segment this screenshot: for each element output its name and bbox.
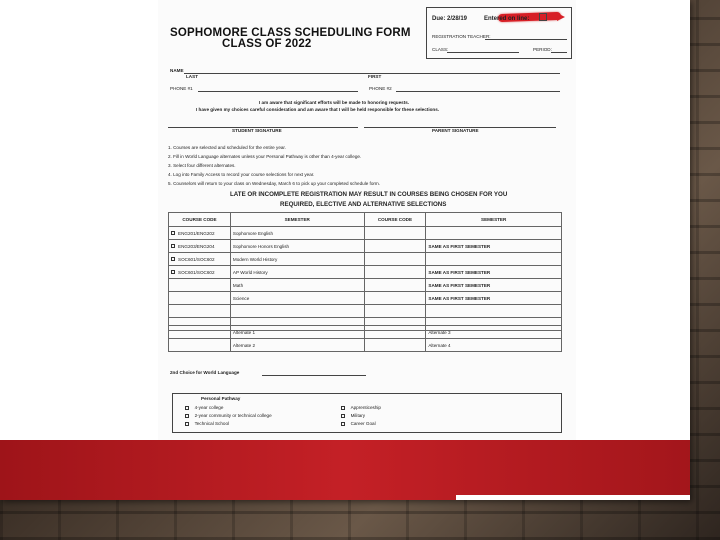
course-code-header-2: COURSE CODE bbox=[364, 213, 426, 227]
world-language-label: 2nd Choice for World Language bbox=[170, 370, 240, 375]
course-code-cell[interactable]: SOC601/SOC602 bbox=[169, 253, 231, 266]
phone2-line[interactable] bbox=[396, 91, 560, 92]
registration-teacher-line[interactable] bbox=[485, 39, 567, 40]
table-row bbox=[169, 266, 562, 279]
alternate-4-label: Alternate 4 bbox=[426, 339, 562, 352]
checkbox-icon[interactable] bbox=[341, 406, 345, 410]
instruction-5: 5. Counselors will return to your class on Wednesday, March 6 to pick up your completed schedule form. bbox=[168, 181, 381, 186]
due-date: Due: 2/28/19 bbox=[432, 16, 468, 22]
first-name-label: FIRST bbox=[368, 74, 382, 79]
form-title: SOPHOMORE CLASS SCHEDULING FORM bbox=[170, 27, 411, 39]
course-code-cell-2[interactable] bbox=[364, 279, 426, 292]
course-name-cell: Science bbox=[230, 292, 364, 305]
entered-online-checkbox[interactable] bbox=[539, 13, 547, 21]
checkbox-icon[interactable] bbox=[341, 422, 345, 426]
phone2-label: PHONE #2 bbox=[369, 86, 392, 91]
checkbox-icon[interactable] bbox=[171, 270, 175, 274]
student-signature-label: STUDENT SIGNATURE bbox=[232, 128, 282, 133]
course-code-cell[interactable]: ENG203/ENG204 bbox=[169, 240, 231, 253]
alternate-row bbox=[169, 326, 562, 339]
checkbox-icon[interactable] bbox=[185, 422, 189, 426]
course-name-cell: Sophomore Honors English bbox=[230, 240, 364, 253]
semester-header-2: SEMESTER bbox=[426, 213, 562, 227]
table-row bbox=[169, 279, 562, 292]
course-code-cell-2[interactable] bbox=[364, 292, 426, 305]
course-selection-table bbox=[168, 212, 562, 331]
course-code-cell-2[interactable] bbox=[364, 227, 426, 240]
class-label: CLASS: bbox=[432, 47, 449, 52]
alternates-table bbox=[168, 325, 562, 352]
semester-cell-2: SAME AS FIRST SEMESTER bbox=[426, 240, 562, 253]
pathway-option[interactable]: 2-year community or technical college bbox=[185, 413, 272, 419]
course-code-cell[interactable] bbox=[169, 292, 231, 305]
table-header-row bbox=[169, 213, 562, 227]
course-code-cell-2[interactable] bbox=[364, 266, 426, 279]
name-label: NAME bbox=[170, 68, 184, 73]
instruction-4: 4. Log into Family Access to record your course selections for next year. bbox=[168, 172, 315, 177]
course-name-cell: Math bbox=[230, 279, 364, 292]
table-row bbox=[169, 292, 562, 305]
period-label: PERIOD: bbox=[533, 47, 552, 52]
semester-cell-2: SAME AS FIRST SEMESTER bbox=[426, 266, 562, 279]
alternate-3-label: Alternate 3 bbox=[426, 326, 562, 339]
table-row bbox=[169, 227, 562, 240]
semester-header: SEMESTER bbox=[230, 213, 364, 227]
pathway-option[interactable]: Technical School bbox=[185, 421, 229, 427]
checkbox-icon[interactable] bbox=[341, 414, 345, 418]
statement-2: I have given my choices careful consideration and am aware that I will be held responsible for these selections. bbox=[196, 107, 440, 112]
instruction-2: 2. Fill in World Language alternates unless your Personal Pathway is other than 4-year college. bbox=[168, 154, 362, 159]
personal-pathway-title: Personal Pathway bbox=[201, 396, 241, 401]
course-code-cell[interactable]: SOC601/SOC602 bbox=[169, 266, 231, 279]
course-code-cell[interactable] bbox=[169, 279, 231, 292]
semester-cell-2: SAME AS FIRST SEMESTER bbox=[426, 279, 562, 292]
last-name-label: LAST bbox=[186, 74, 198, 79]
pathway-option[interactable]: Apprenticeship bbox=[341, 405, 381, 411]
entered-online-label: Entered on line: bbox=[484, 16, 530, 22]
pathway-option[interactable]: 4-year college bbox=[185, 405, 223, 411]
banner-accent-line bbox=[456, 495, 690, 500]
checkbox-icon[interactable] bbox=[185, 406, 189, 410]
red-footer-banner bbox=[0, 440, 690, 500]
semester-cell-2: SAME AS FIRST SEMESTER bbox=[426, 292, 562, 305]
course-name-cell: Modern World History bbox=[230, 253, 364, 266]
scheduling-form-document bbox=[158, 0, 576, 440]
course-code-cell-2[interactable] bbox=[364, 253, 426, 266]
checkbox-icon[interactable] bbox=[185, 414, 189, 418]
parent-signature-label: PARENT SIGNATURE bbox=[432, 128, 479, 133]
pathway-option[interactable]: Career Goal bbox=[341, 421, 376, 427]
alternate-row bbox=[169, 339, 562, 352]
checkbox-icon[interactable] bbox=[171, 244, 175, 248]
checkbox-icon[interactable] bbox=[171, 231, 175, 235]
semester-cell-2 bbox=[426, 227, 562, 240]
office-use-box bbox=[426, 7, 572, 59]
semester-cell-2 bbox=[426, 253, 562, 266]
late-registration-warning: LATE OR INCOMPLETE REGISTRATION MAY RESULT IN COURSES BEING CHOSEN FOR YOU bbox=[230, 191, 508, 198]
world-language-line[interactable] bbox=[262, 375, 366, 376]
course-code-cell[interactable]: ENG201/ENG202 bbox=[169, 227, 231, 240]
class-line[interactable] bbox=[447, 52, 519, 53]
alternate-1-label: Alternate 1 bbox=[230, 326, 364, 339]
course-name-cell: Sophomore English bbox=[230, 227, 364, 240]
instruction-3: 3. Select four different alternates. bbox=[168, 163, 236, 168]
alternate-2-label: Alternate 2 bbox=[230, 339, 364, 352]
course-code-cell-2[interactable] bbox=[364, 240, 426, 253]
period-line[interactable] bbox=[551, 52, 567, 53]
selections-heading: REQUIRED, ELECTIVE AND ALTERNATIVE SELECTIONS bbox=[280, 201, 447, 208]
checkbox-icon[interactable] bbox=[171, 257, 175, 261]
phone1-line[interactable] bbox=[198, 91, 358, 92]
table-row bbox=[169, 240, 562, 253]
form-subtitle: CLASS OF 2022 bbox=[222, 38, 312, 50]
phone1-label: PHONE #1 bbox=[170, 86, 193, 91]
pathway-option[interactable]: Military bbox=[341, 413, 365, 419]
table-row bbox=[169, 253, 562, 266]
course-name-cell: AP World History bbox=[230, 266, 364, 279]
course-code-header: COURSE CODE bbox=[169, 213, 231, 227]
personal-pathway-box bbox=[172, 393, 562, 433]
table-row bbox=[169, 305, 562, 318]
instruction-1: 1. Courses are selected and scheduled for the entire year. bbox=[168, 145, 286, 150]
statement-1: I am aware that significant efforts will be made to honoring requests. bbox=[259, 100, 410, 105]
registration-teacher-label: REGISTRATION TEACHER: bbox=[432, 34, 491, 39]
